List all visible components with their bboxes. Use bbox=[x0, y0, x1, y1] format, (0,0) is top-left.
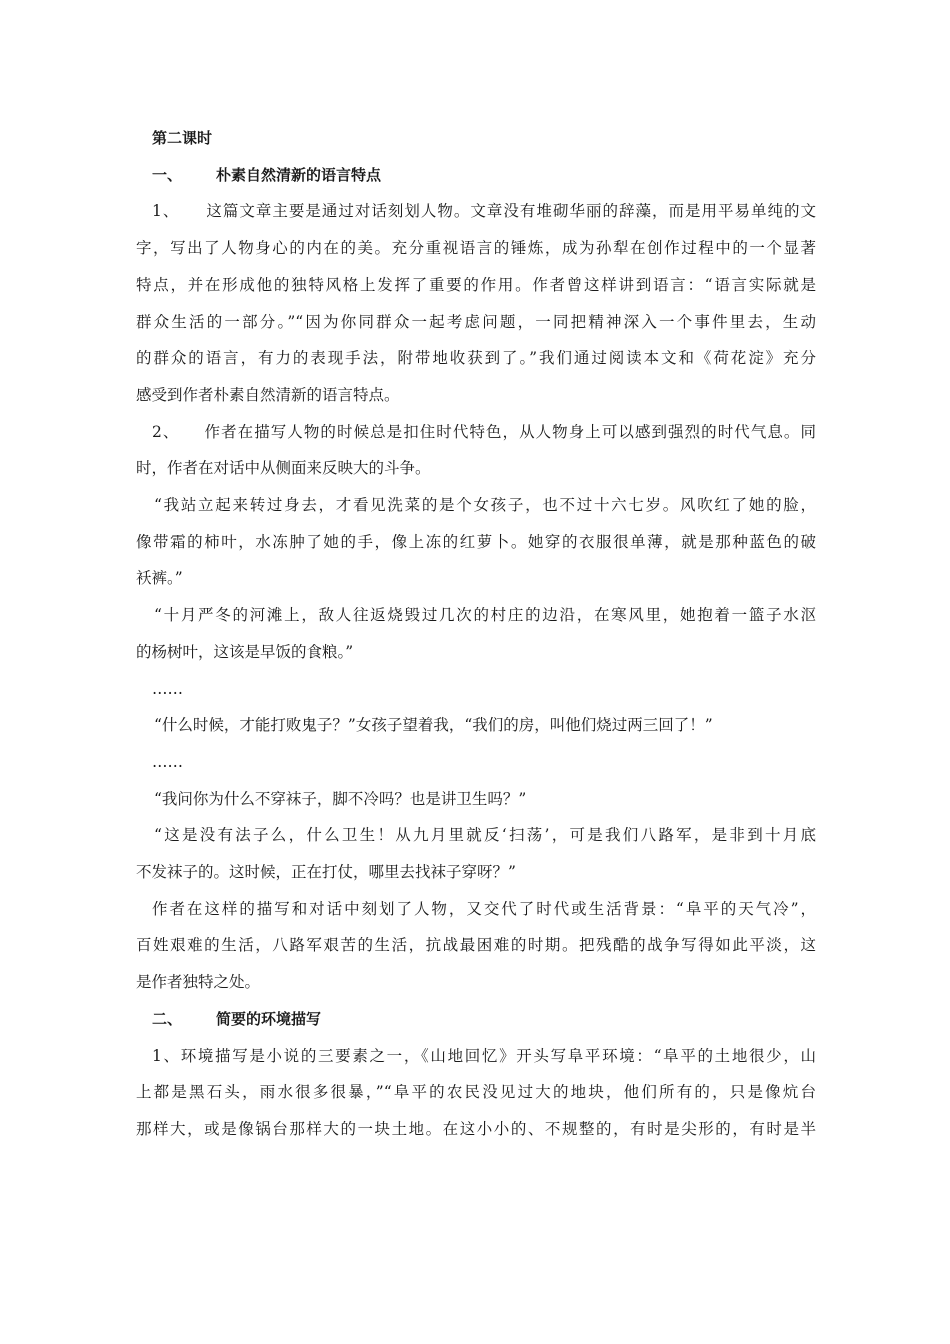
paragraph-line: 感受到作者朴素自然清新的语言特点。 bbox=[136, 385, 400, 404]
summary-line: 是作者独特之处。 bbox=[136, 973, 261, 992]
document-page bbox=[136, 120, 816, 1148]
paragraph-line: 上都是黑石头，雨水很多很暴，”“阜平的农民没见过大的地块，他们所有的，只是像炕台 bbox=[136, 1083, 816, 1102]
quote-line: “什么时候，才能打败鬼子？”女孩子望着我，“我们的房，叫他们烧过两三回了！” bbox=[154, 716, 713, 735]
section-number: 二、 bbox=[152, 1009, 183, 1028]
section-number: 一、 bbox=[152, 165, 183, 184]
paragraph-line: 那样大，或是像锅台那样大的一块土地。在这小小的、不规整的，有时是尖形的，有时是半 bbox=[136, 1119, 816, 1138]
paragraph-line bbox=[136, 414, 816, 451]
quote-line: “我问你为什么不穿袜子，脚不冷吗？也是讲卫生吗？” bbox=[154, 789, 527, 808]
paragraph-line: 1、环境描写是小说的三要素之一，《山地回忆》开头写阜平环境：“阜平的土地很少，山 bbox=[152, 1046, 816, 1065]
paragraph-line: 字，写出了人物身心的内在的美。充分重视语言的锤炼，成为孙犁在创作过程中的一个显著 bbox=[136, 239, 816, 258]
section-title: 朴素自然清新的语言特点 bbox=[216, 165, 382, 184]
quote-line: “这是没有法子么，什么卫生！从九月里就反‘扫荡’，可是我们八路军，是非到十月底 bbox=[154, 826, 816, 845]
section-heading-1 bbox=[136, 157, 816, 194]
lesson-heading: 第二课时 bbox=[152, 129, 213, 147]
quote-line: 袄裤。” bbox=[136, 569, 183, 588]
summary-line: 百姓艰难的生活，八路军艰苦的生活，抗战最困难的时期。把残酷的战争写得如此平淡，这 bbox=[136, 936, 816, 955]
quote-line: 不发袜子的。这时候，正在打仗，哪里去找袜子穿呀？” bbox=[136, 863, 516, 882]
paragraph-line: 特点，并在形成他的独特风格上发挥了重要的作用。作者曾这样讲到语言：“语言实际就是 bbox=[136, 275, 816, 294]
paragraph-line: 时，作者在对话中从侧面来反映大的斗争。 bbox=[136, 459, 431, 478]
quote-line: “我站立起来转过身去，才看见洗菜的是个女孩子，也不过十六七岁。风吹红了她的脸， bbox=[154, 496, 816, 515]
ellipsis: …… bbox=[152, 752, 183, 771]
paragraph-text: 这篇文章主要是通过对话刻划人物。文章没有堆砌华丽的辞藻，而是用平易单纯的文 bbox=[205, 202, 816, 221]
section-heading-2 bbox=[136, 1001, 816, 1038]
quote-line: “十月严冬的河滩上，敌人往返烧毁过几次的村庄的边沿，在寒风里，她抱着一篮子水沤 bbox=[154, 606, 816, 625]
ellipsis: …… bbox=[152, 679, 183, 698]
paragraph-number: 2、 bbox=[152, 422, 180, 441]
quote-line: 的杨树叶，这该是早饭的食粮。” bbox=[136, 642, 354, 661]
paragraph-line: 的群众的语言，有力的表现手法，附带地收获到了。”我们通过阅读本文和《荷花淀》充分 bbox=[136, 349, 816, 368]
paragraph-line: 群众生活的一部分。”“因为你同群众一起考虑问题，一同把精神深入一个事件里去，生动 bbox=[136, 312, 816, 331]
paragraph-text: 作者在描写人物的时候总是扣住时代特色，从人物身上可以感到强烈的时代气息。同 bbox=[203, 422, 816, 441]
section-title: 简要的环境描写 bbox=[216, 1009, 322, 1028]
paragraph-line bbox=[136, 193, 816, 230]
quote-line: 像带霜的柿叶，水冻肿了她的手，像上冻的红萝卜。她穿的衣服很单薄，就是那种蓝色的破 bbox=[136, 532, 816, 551]
summary-line: 作者在这样的描写和对话中刻划了人物，又交代了时代或生活背景：“阜平的天气冷”， bbox=[152, 899, 816, 918]
paragraph-number: 1、 bbox=[152, 202, 180, 221]
